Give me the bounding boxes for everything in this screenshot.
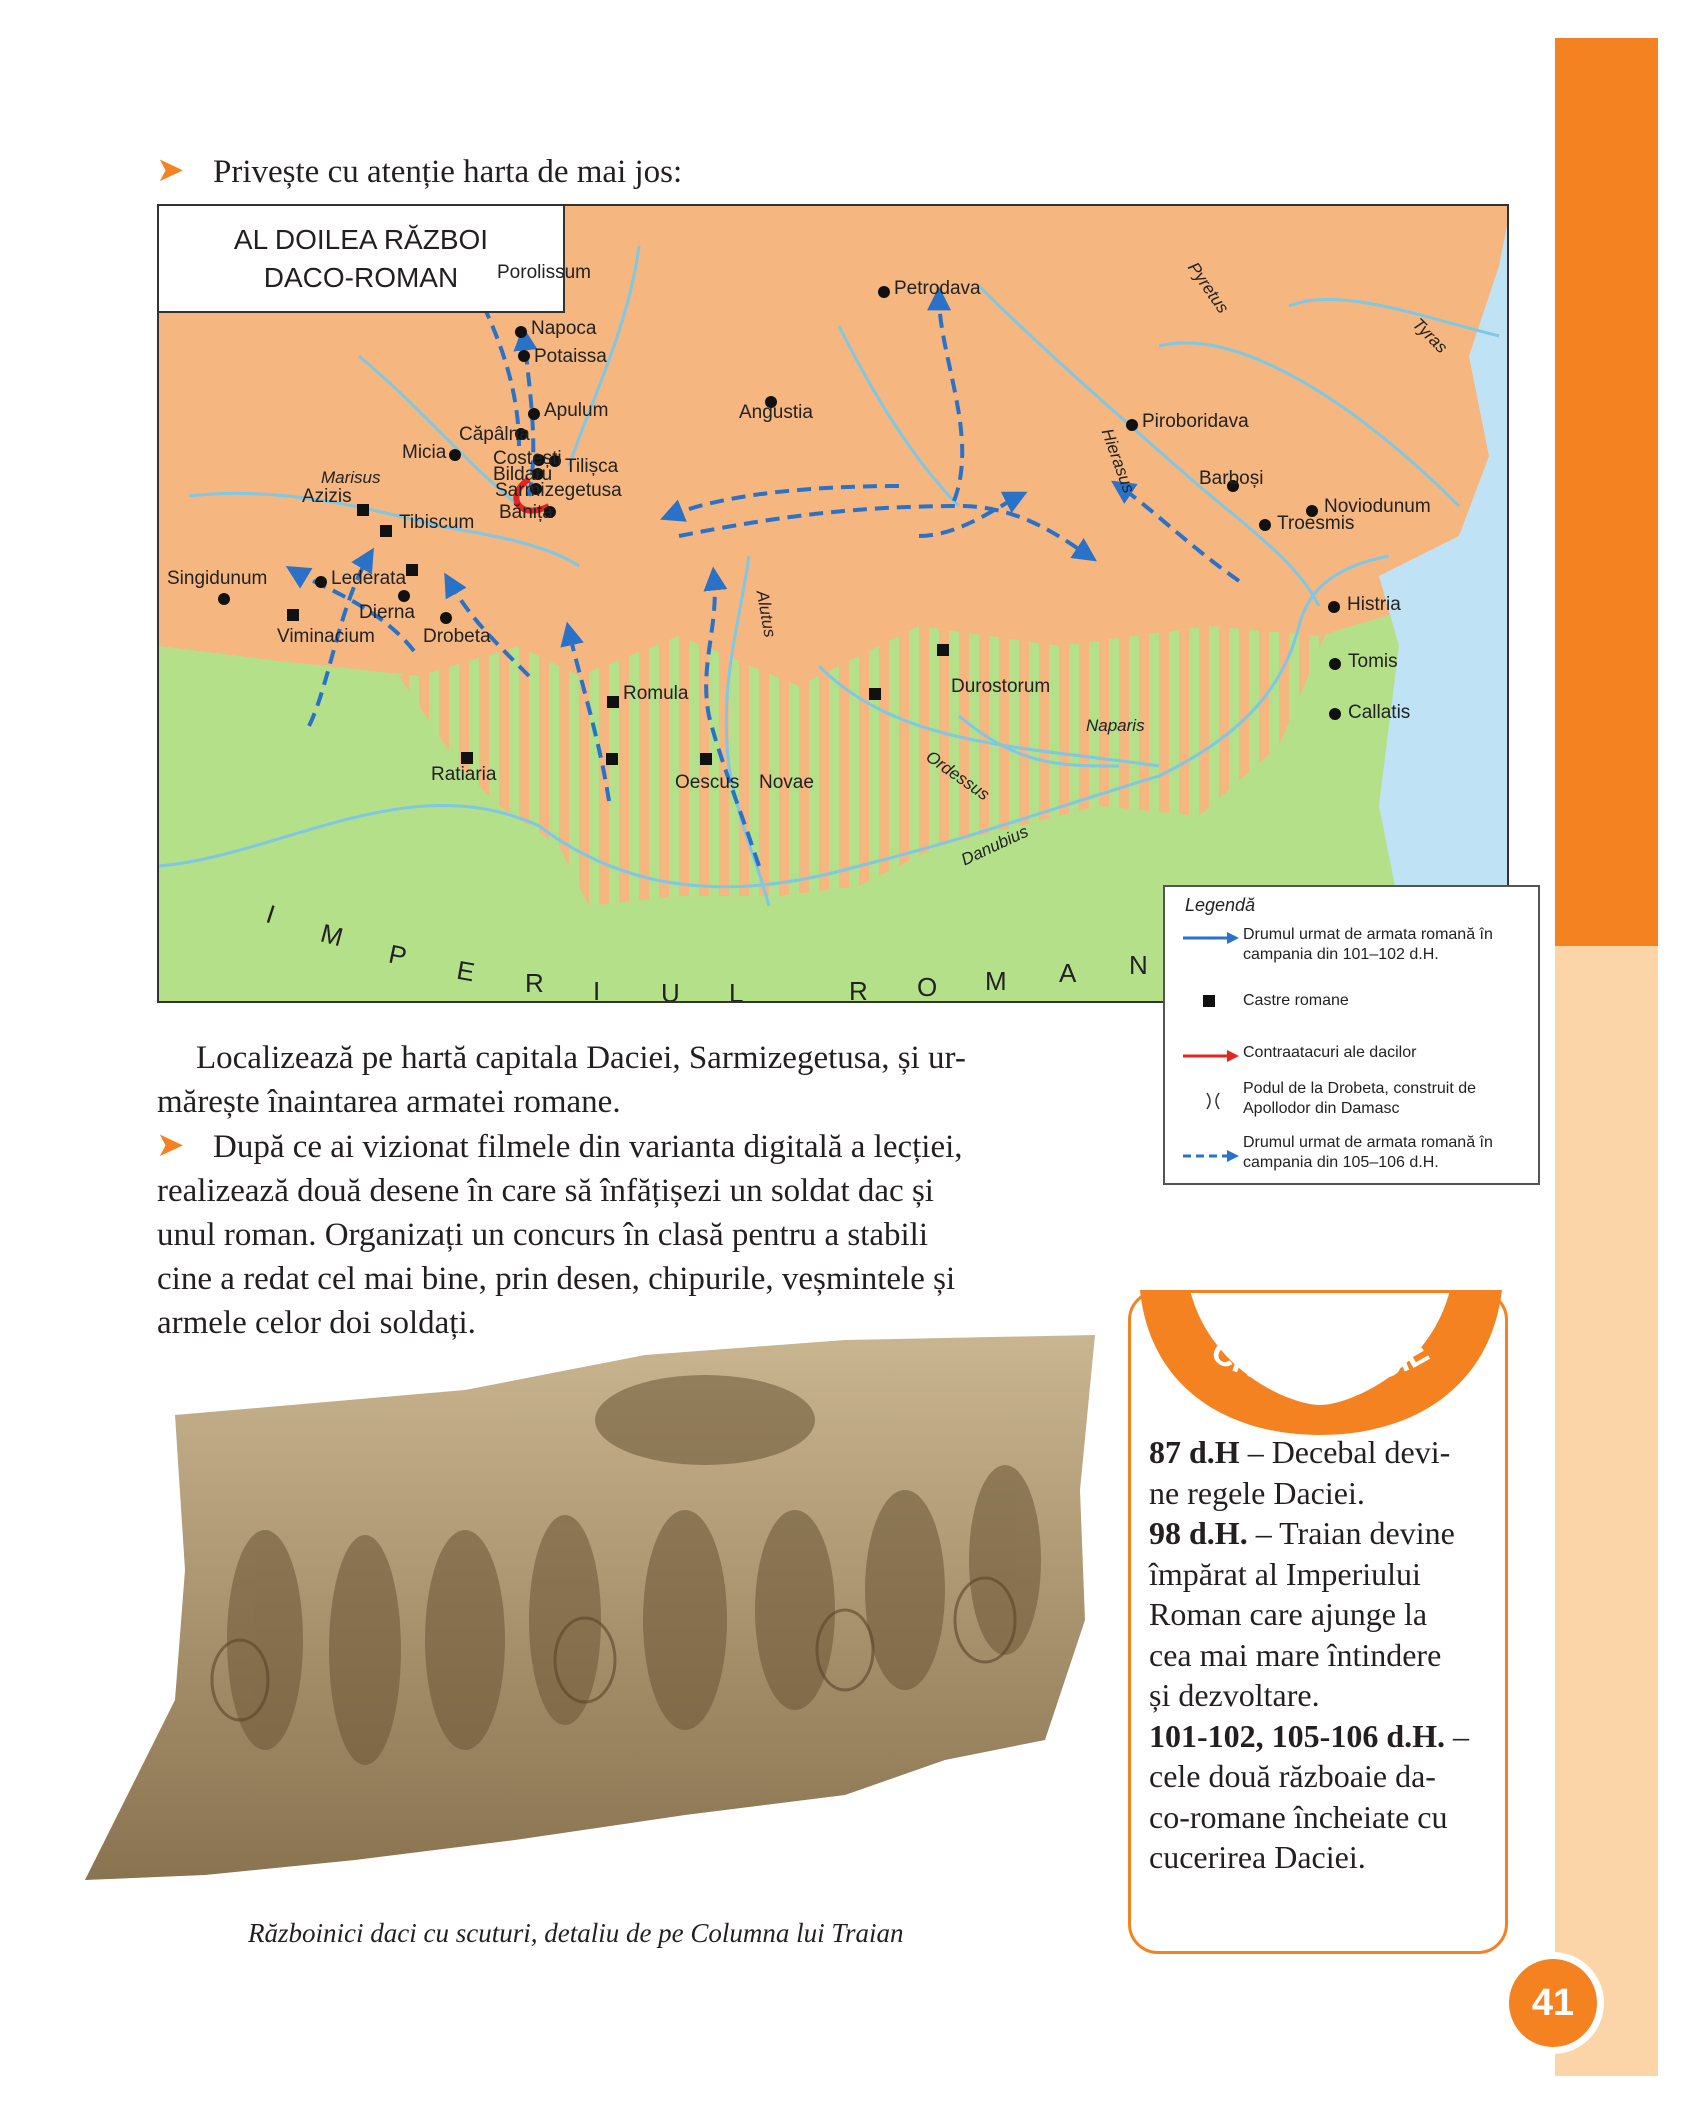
label-piroboridava: Piroboridava (1142, 411, 1249, 432)
empire-letter: L (729, 978, 744, 1003)
label-river-ordessus: Ordessus (922, 746, 993, 805)
chrono-line: cucerirea Daciei. (1149, 1839, 1366, 1875)
historical-map (157, 204, 1509, 1003)
label-potaissa: Potaissa (534, 346, 607, 367)
label-river-hierasus: Hierasus (1097, 426, 1139, 496)
label-capalna: Căpâlna (459, 424, 530, 445)
legend-item-bridge: Podul de la Drobeta, construit de Apollodor din Damasc (1243, 1080, 1477, 1117)
image-caption: Războinici daci cu scuturi, detaliu de pe Columna lui Traian (248, 1918, 904, 1948)
label-romula: Romula (623, 683, 689, 704)
empire-letter: M (317, 917, 347, 953)
para2-line3: unul roman. Organizați un concurs în clasă pentru a stabili (157, 1217, 929, 1253)
chrono-line: împărat al Imperiului (1149, 1555, 1421, 1592)
label-novae: Novae (759, 772, 814, 793)
empire-letter: A (1059, 958, 1077, 988)
page-number: 41 (1509, 1959, 1597, 2047)
label-river-tyras: Tyras (1408, 314, 1452, 357)
label-dierna: Dierna (359, 602, 415, 623)
arrow-bullet-icon: ➤ (156, 150, 185, 190)
solid-blue-arrow-icon (1183, 931, 1239, 945)
label-troesmis: Troesmis (1277, 513, 1355, 534)
para2-line2: realizează două desene în care să înfățișezi un soldat dac și (157, 1173, 934, 1209)
label-porolissum: Porolissum (497, 262, 591, 283)
chronology-title: CRONOLOGIE (1204, 1331, 1436, 1395)
empire-letter: I (262, 898, 279, 930)
arrow-bullet-icon: ➤ (156, 1125, 185, 1165)
empire-letter: I (593, 976, 601, 1003)
roman-camp-square-icon (1203, 995, 1217, 1009)
legend-item-camps: Castre romane (1243, 992, 1349, 1009)
chronology-banner (1130, 1270, 1510, 1440)
label-lederata: Lederata (331, 568, 407, 589)
label-river-alutus: Alutus (752, 588, 780, 639)
bridge-icon (1203, 1091, 1223, 1111)
map-title-line1: AL DOILEA RĂZBOI (233, 224, 489, 255)
map-labels (159, 206, 1507, 1001)
label-tibiscum: Tibiscum (399, 512, 475, 533)
label-barbosi: Barboși (1199, 468, 1264, 489)
label-river-danubius: Danubius (958, 821, 1032, 870)
chrono-line: cele două războaie da- (1149, 1758, 1436, 1794)
map-legend (1163, 885, 1540, 1185)
chrono-line: ne regele Daciei. (1149, 1474, 1365, 1511)
label-noviodunum: Noviodunum (1324, 496, 1431, 517)
label-oescus: Oescus (675, 772, 740, 793)
label-river-pyretus: Pyretus (1183, 258, 1233, 317)
red-arrow-icon (1183, 1049, 1239, 1063)
legend-item-campaign-101-102: Drumul urmat de armata romană în campania din 101–102 d.H. (1243, 926, 1493, 963)
empire-letter: N (1129, 950, 1148, 980)
label-histria: Histria (1347, 594, 1401, 615)
label-tomis: Tomis (1348, 651, 1398, 672)
chrono-line: și dezvoltare. (1149, 1677, 1320, 1713)
map-title-line2: DACO-ROMAN (263, 262, 459, 293)
chrono-event-98: 98 d.H. – Traian devine (1149, 1515, 1455, 1551)
empire-letter: P (386, 938, 410, 972)
para1-line1: Localizează pe hartă capitala Daciei, Sarmizegetusa, și ur- (196, 1040, 966, 1076)
side-bar-bottom (1555, 946, 1658, 2076)
label-tilisca: Tilișca (565, 456, 619, 477)
label-river-naparis: Naparis (1086, 716, 1145, 735)
label-petrodava: Petrodava (894, 278, 981, 299)
label-viminacium: Viminacium (277, 626, 375, 647)
label-apulum: Apulum (544, 400, 609, 421)
chrono-event-87: 87 d.H – Decebal devi- (1149, 1434, 1451, 1470)
label-singidunum: Singidunum (167, 568, 268, 589)
map-instruction: Privește cu atenție harta de mai jos: (213, 154, 683, 190)
label-drobeta: Drobeta (423, 626, 491, 647)
side-bar-top (1555, 38, 1658, 946)
empire-letter: U (661, 978, 680, 1003)
label-bildaru: Bildaru (493, 464, 553, 485)
para2-line5: armele celor doi soldați. (157, 1305, 476, 1341)
chrono-event-101-106: 101-102, 105-106 d.H. – (1149, 1717, 1469, 1754)
empire-letter: R (849, 976, 868, 1003)
legend-title: Legendă (1185, 895, 1256, 915)
empire-letter: R (525, 968, 544, 998)
label-angustia: Angustia (739, 402, 813, 423)
legend-item-counterattacks: Contraatacuri ale dacilor (1243, 1044, 1417, 1061)
label-costesti: Costești (493, 448, 562, 469)
trajan-column-relief-image (85, 1320, 1095, 1880)
para1-line2: mărește înaintarea armatei romane. (157, 1084, 621, 1120)
empire-letter: E (454, 954, 477, 988)
empire-letter: M (985, 966, 1007, 996)
empire-letter: O (917, 972, 938, 1002)
chrono-line: co-romane încheiate cu (1149, 1798, 1448, 1835)
legend-item-campaign-105-106: Drumul urmat de armata romană în campania din 105–106 d.H. (1243, 1134, 1493, 1171)
dashed-blue-arrow-icon (1183, 1149, 1239, 1163)
label-banita: Bănița (499, 502, 553, 523)
label-micia: Micia (402, 442, 447, 463)
label-napoca: Napoca (531, 318, 597, 339)
label-ratiaria: Ratiaria (431, 764, 497, 785)
chrono-line: Roman care ajunge la (1149, 1596, 1428, 1632)
chronology-text (1149, 1432, 1489, 1878)
label-callatis: Callatis (1348, 702, 1411, 723)
label-sarmizegetusa: Sarmizegetusa (495, 480, 622, 501)
label-river-marisus: Marisus (321, 468, 381, 487)
label-durostorum: Durostorum (951, 676, 1051, 697)
para2-line4: cine a redat cel mai bine, prin desen, chipurile, veșmintele și (157, 1261, 956, 1297)
label-azizis: Azizis (302, 486, 352, 507)
chrono-line: cea mai mare întindere (1149, 1636, 1442, 1673)
para2-line1: După ce ai vizionat filmele din varianta digitală a lecției, (213, 1129, 963, 1165)
